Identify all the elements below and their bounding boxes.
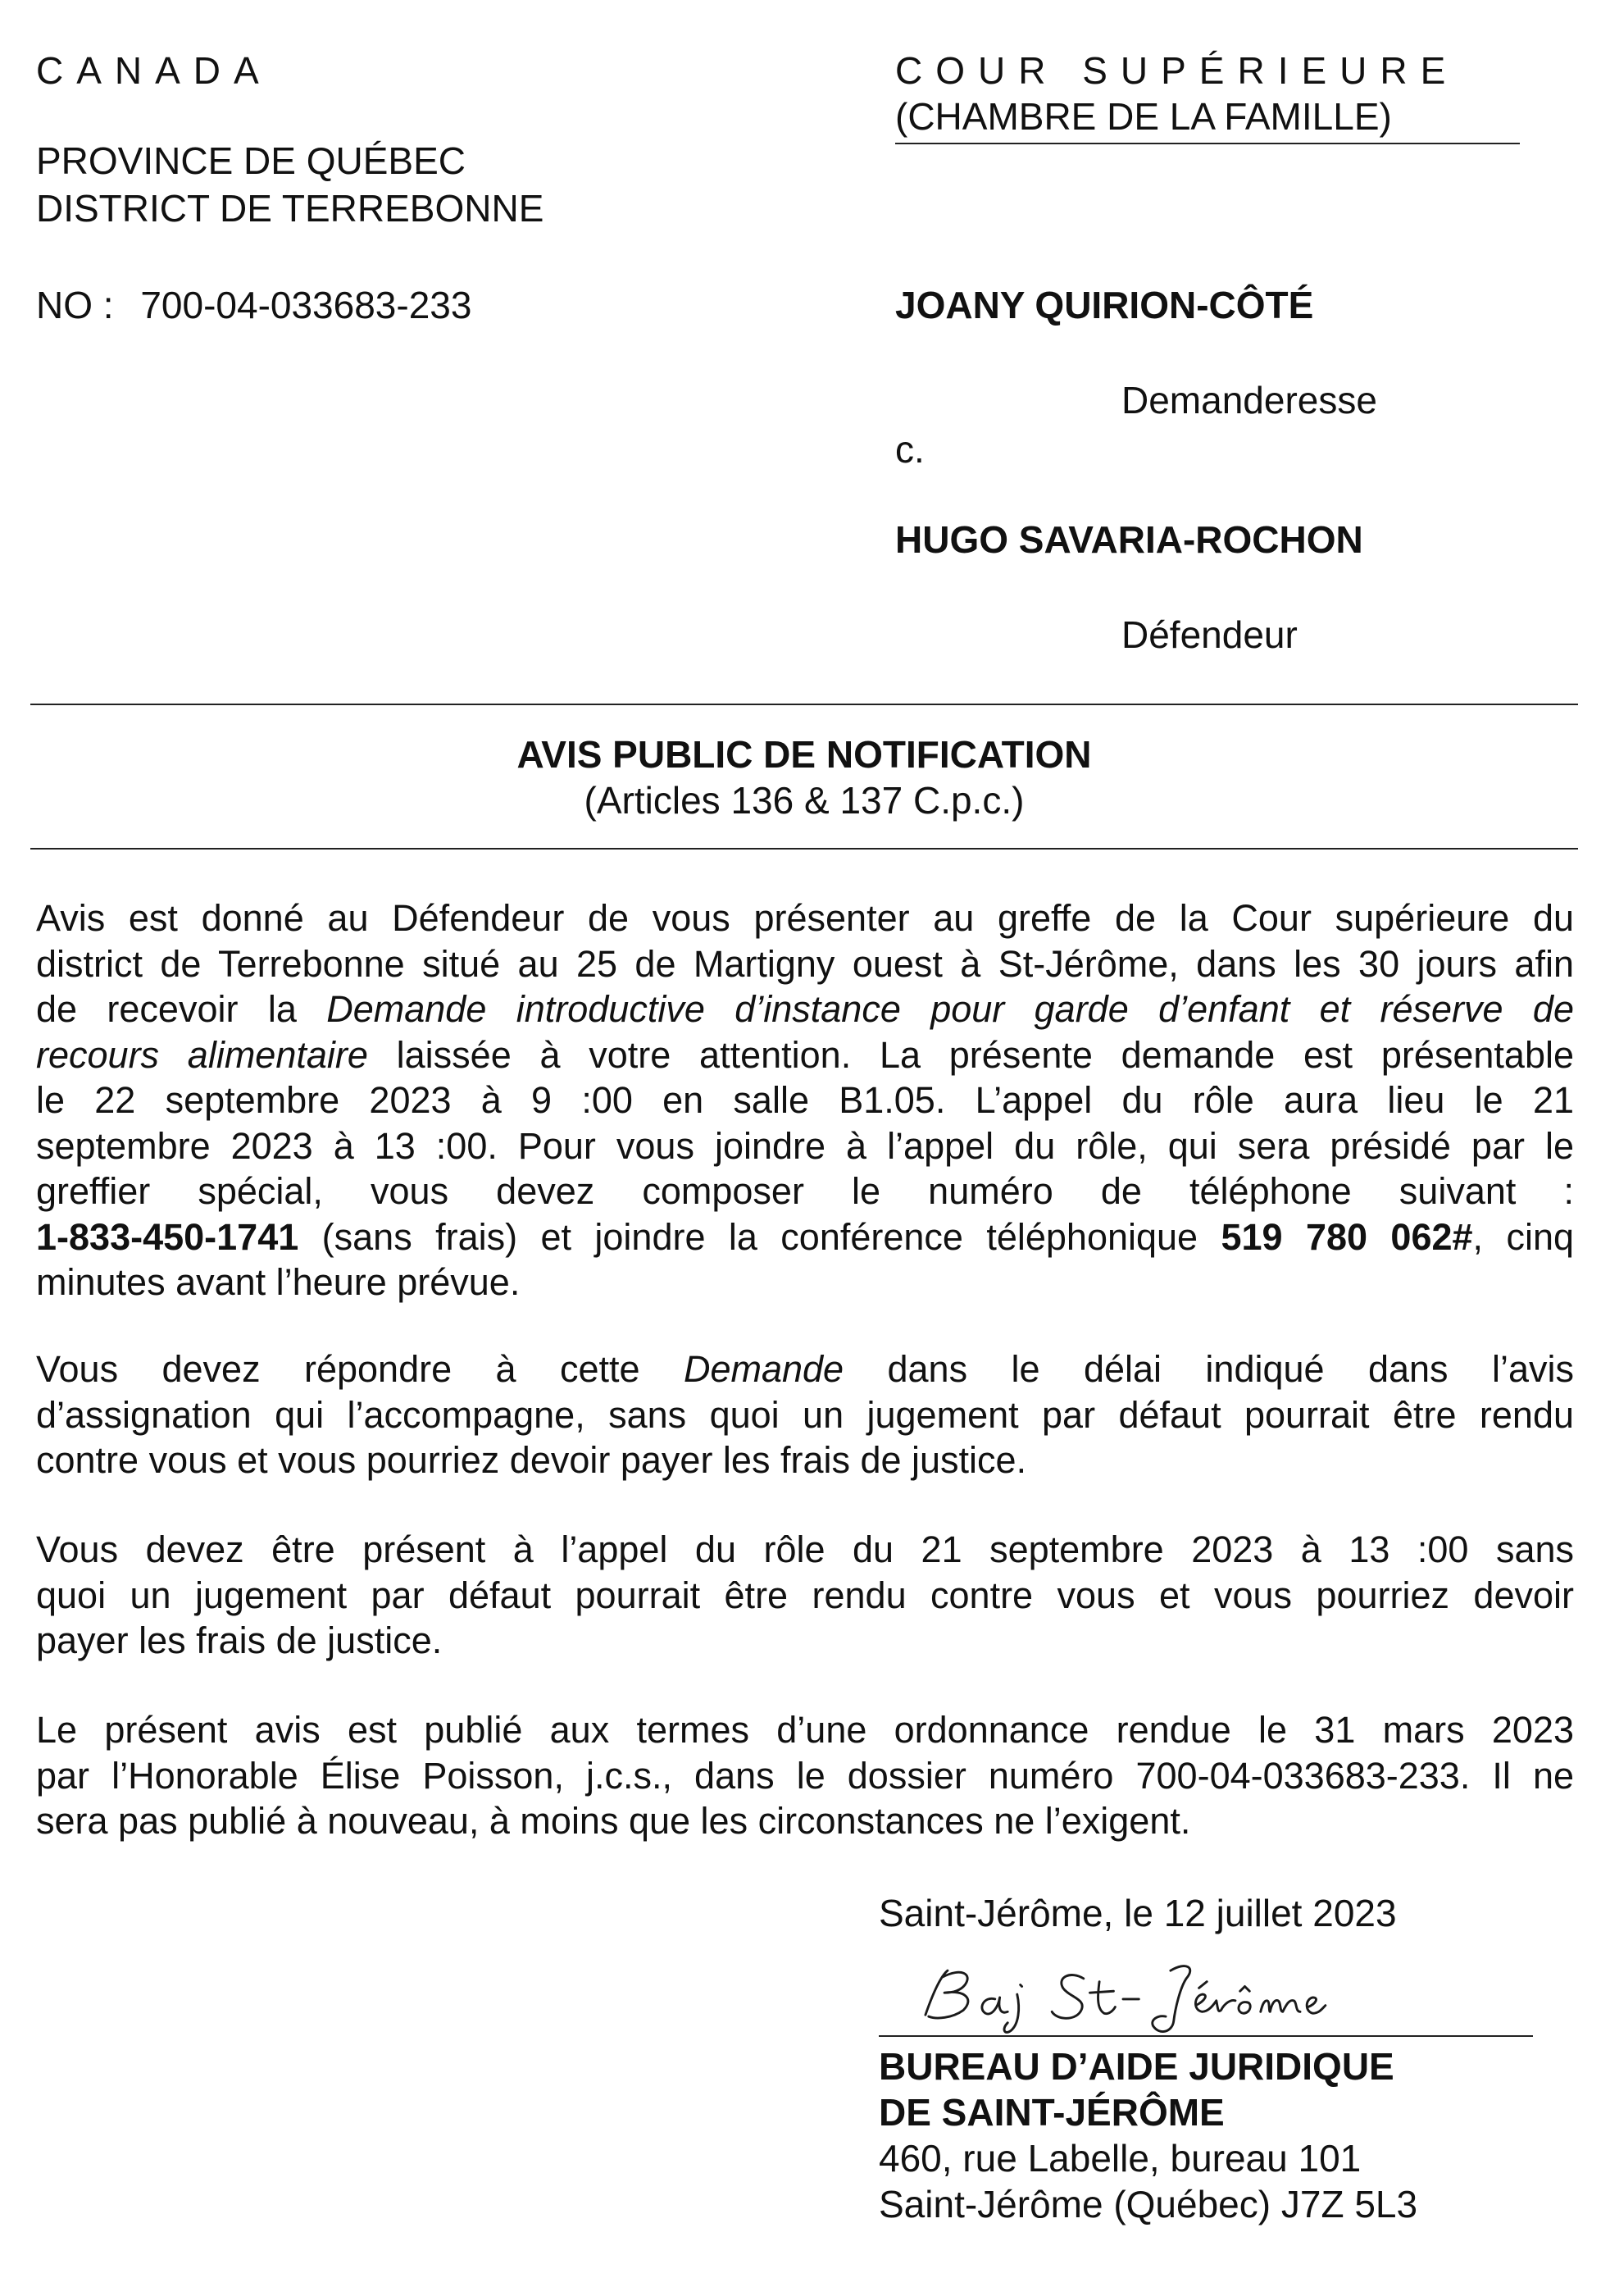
notice-title: AVIS PUBLIC DE NOTIFICATION xyxy=(516,733,1092,776)
plaintiff-role: Demanderesse xyxy=(1121,379,1377,421)
case-number-label: NO : xyxy=(36,284,114,326)
p1-line: le 22 septembre 2023 à 9 :00 en salle B1.05. L’appel du rôle aura lieu le 21 xyxy=(36,1079,1574,1121)
paragraph-4 xyxy=(36,1707,1574,1844)
versus-label: c. xyxy=(895,428,925,471)
defendant-name: HUGO SAVARIA-ROCHON xyxy=(895,518,1363,561)
case-number xyxy=(36,282,471,328)
p1-line: de recevoir la Demande introductive d’instance pour garde d’enfant et réserve de xyxy=(36,988,1574,1030)
p3-line: quoi un jugement par défaut pourrait être rendu contre vous et vous pourriez devoir xyxy=(36,1574,1574,1616)
p4-line: par l’Honorable Élise Poisson, j.c.s., dans le dossier numéro 700-04-033683-233. Il ne xyxy=(36,1754,1574,1797)
paragraph-1 xyxy=(36,895,1574,1305)
p1-line: recours alimentaire laissée à votre attention. La présente demande est présentable xyxy=(36,1033,1574,1076)
office-name-line-2: DE SAINT-JÉRÔME xyxy=(879,2091,1225,2134)
p3-line: Vous devez être présent à l’appel du rôle du 21 septembre 2023 à 13 :00 sans xyxy=(36,1528,1574,1570)
plaintiff-name: JOANY QUIRION-CÔTÉ xyxy=(895,284,1314,326)
p1-line: 1-833-450-1741 (sans frais) et joindre la conférence téléphonique 519 780 062#, cinq xyxy=(36,1215,1574,1258)
chamber-underline xyxy=(895,143,1520,144)
p1-line: Avis est donné au Défendeur de vous présenter au greffe de la Cour supérieure du xyxy=(36,897,1574,939)
court-name: COUR SUPÉRIEURE xyxy=(895,49,1459,92)
conference-id: 519 780 062# xyxy=(1221,1215,1473,1258)
court-chamber: (CHAMBRE DE LA FAMILLE) xyxy=(895,95,1392,138)
place-date: Saint-Jérôme, le 12 juillet 2023 xyxy=(879,1892,1397,1934)
address-line-1: 460, rue Labelle, bureau 101 xyxy=(879,2137,1362,2180)
defendant-role: Défendeur xyxy=(1121,613,1298,656)
address-line-2: Saint-Jérôme (Québec) J7Z 5L3 xyxy=(879,2183,1418,2225)
country: CANADA xyxy=(36,49,272,92)
p4-line: Le présent avis est publié aux termes d’une ordonnance rendue le 31 mars 2023 xyxy=(36,1709,1574,1751)
p2-line: Vous devez répondre à cette Demande dans le délai indiqué dans l’avis xyxy=(36,1348,1574,1390)
paragraph-3 xyxy=(36,1527,1574,1664)
p2-line: d’assignation qui l’accompagne, sans quoi un jugement par défaut pourrait être rendu xyxy=(36,1393,1574,1436)
notice-subtitle: (Articles 136 & 137 C.p.c.) xyxy=(584,779,1025,822)
p4-line: sera pas publié à nouveau, à moins que les circonstances ne l’exigent. xyxy=(36,1800,1191,1842)
p1-line: greffier spécial, vous devez composer le numéro de téléphone suivant : xyxy=(36,1170,1574,1212)
province: PROVINCE DE QUÉBEC xyxy=(36,139,466,182)
p1-line: district de Terrebonne situé au 25 de Martigny ouest à St-Jérôme, dans les 30 jours afin xyxy=(36,942,1574,985)
case-number-value: 700-04-033683-233 xyxy=(140,284,472,326)
title-bottom-rule xyxy=(30,848,1578,850)
title-top-rule xyxy=(30,704,1578,705)
p3-line: payer les frais de justice. xyxy=(36,1620,443,1661)
office-name-line-1: BUREAU D’AIDE JURIDIQUE xyxy=(879,2045,1394,2088)
demand-title-italic: recours alimentaire xyxy=(36,1033,368,1076)
demand-title-italic: Demande introductive d’instance pour garde d’enfant et réserve de xyxy=(326,988,1574,1030)
district: DISTRICT DE TERREBONNE xyxy=(36,187,544,230)
signature-line xyxy=(879,2035,1533,2037)
handwritten-signature xyxy=(902,1952,1344,2042)
paragraph-2 xyxy=(36,1346,1574,1483)
p1-line: septembre 2023 à 13 :00. Pour vous joindre à l’appel du rôle, qui sera présidé par le xyxy=(36,1124,1574,1167)
p1-line: minutes avant l’heure prévue. xyxy=(36,1261,521,1303)
p2-line: contre vous et vous pourriez devoir payer les frais de justice. xyxy=(36,1439,1027,1481)
phone-number: 1-833-450-1741 xyxy=(36,1215,299,1258)
